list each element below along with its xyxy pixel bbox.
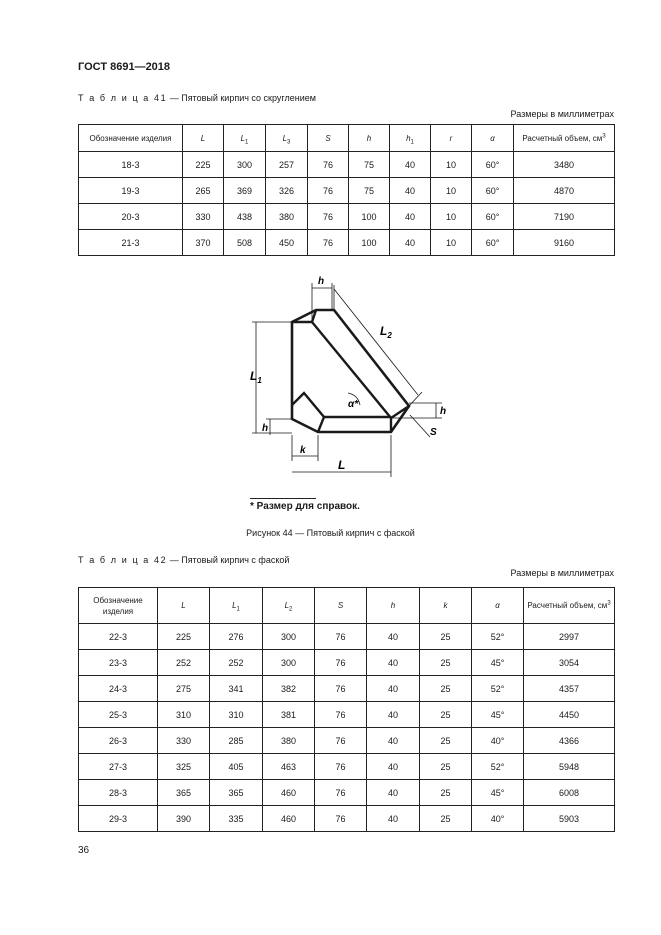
table-cell: 100 (349, 204, 390, 230)
table-cell: 330 (158, 728, 210, 754)
table-cell: 2997 (524, 624, 615, 650)
table-cell: 76 (315, 780, 367, 806)
table-cell: 252 (210, 650, 263, 676)
table-cell: 60° (472, 178, 514, 204)
table-cell: 40 (390, 178, 431, 204)
table-cell: 265 (183, 178, 224, 204)
table-row (79, 676, 615, 702)
table-cell: 4357 (524, 676, 615, 702)
table-cell: 285 (210, 728, 263, 754)
label-h-right: h (440, 406, 447, 417)
table-cell: 10 (431, 178, 472, 204)
table-cell: 27-3 (79, 754, 158, 780)
label-L2: $L_2$ (380, 324, 392, 340)
table-cell: 25 (420, 650, 472, 676)
table-cell: 25 (420, 624, 472, 650)
table-row (79, 754, 615, 780)
col-S: S (308, 125, 349, 152)
col-L1: $L_1$ (210, 588, 263, 624)
table-row (79, 624, 615, 650)
table-cell: 310 (158, 702, 210, 728)
table-cell: 60° (472, 204, 514, 230)
table-cell: 76 (308, 178, 349, 204)
table-cell: 25 (420, 728, 472, 754)
col-h: h (349, 125, 390, 152)
table-cell: 438 (224, 204, 266, 230)
table42 (78, 587, 615, 832)
table41-caption-title: — Пятовый кирпич со скруглением (167, 93, 316, 103)
table-cell: 40 (390, 204, 431, 230)
table-cell: 45° (472, 702, 524, 728)
table-cell: 4870 (514, 178, 615, 204)
footnote-rule (250, 498, 316, 499)
table-cell: 4366 (524, 728, 615, 754)
col-alpha: α (472, 588, 524, 624)
table-cell: 60° (472, 152, 514, 178)
table-cell: 45° (472, 650, 524, 676)
table-cell: 40 (390, 152, 431, 178)
col-k: k (420, 588, 472, 624)
table-row (79, 806, 615, 832)
table-cell: 3480 (514, 152, 615, 178)
table-cell: 330 (183, 204, 224, 230)
table-cell: 365 (158, 780, 210, 806)
label-L: L (338, 458, 346, 472)
table41-caption-prefix: Т а б л и ц а 41 (78, 93, 168, 103)
table42-units: Размеры в миллиметрах (510, 568, 614, 578)
page-number: 36 (78, 845, 90, 856)
col-h1: $h_1$ (390, 125, 431, 152)
table-row (79, 650, 615, 676)
brick-inner-contour (292, 310, 409, 432)
table-row (79, 702, 615, 728)
table-cell: 76 (315, 650, 367, 676)
label-S: S (430, 427, 437, 438)
col-S: S (315, 588, 367, 624)
table41 (78, 124, 615, 256)
table-cell: 275 (158, 676, 210, 702)
table-cell: 22-3 (79, 624, 158, 650)
table-cell: 463 (263, 754, 315, 780)
table-cell: 225 (158, 624, 210, 650)
table-cell: 19-3 (79, 178, 183, 204)
table-cell: 335 (210, 806, 263, 832)
table-cell: 26-3 (79, 728, 158, 754)
table-cell: 76 (315, 676, 367, 702)
table-cell: 40 (367, 728, 420, 754)
table-cell: 3054 (524, 650, 615, 676)
table-cell: 382 (263, 676, 315, 702)
label-L1: $L_1$ (250, 369, 262, 385)
table-cell: 20-3 (79, 204, 183, 230)
table-cell: 76 (308, 204, 349, 230)
table42-caption-title: — Пятовый кирпич с фаской (167, 555, 290, 565)
table-row (79, 204, 615, 230)
table42-header-row (79, 588, 615, 624)
table-cell: 76 (308, 230, 349, 256)
table-cell: 40 (367, 754, 420, 780)
figure44-caption: Рисунок 44 — Пятовый кирпич с фаской (246, 528, 415, 538)
table-cell: 9160 (514, 230, 615, 256)
table-cell: 25-3 (79, 702, 158, 728)
table-cell: 45° (472, 780, 524, 806)
table-cell: 40 (390, 230, 431, 256)
table-cell: 25 (420, 806, 472, 832)
col-r: r (431, 125, 472, 152)
table-cell: 24-3 (79, 676, 158, 702)
table-cell: 300 (224, 152, 266, 178)
table-cell: 40 (367, 702, 420, 728)
table42-caption-prefix: Т а б л и ц а 42 (78, 555, 168, 565)
table-cell: 325 (158, 754, 210, 780)
table-row (79, 152, 615, 178)
col-alpha: α (472, 125, 514, 152)
table-cell: 40 (367, 650, 420, 676)
table42-caption (78, 555, 289, 565)
table-cell: 4450 (524, 702, 615, 728)
table-cell: 76 (315, 806, 367, 832)
table-cell: 52° (472, 624, 524, 650)
table-cell: 25 (420, 780, 472, 806)
table-cell: 29-3 (79, 806, 158, 832)
table-cell: 25 (420, 676, 472, 702)
table-row (79, 230, 615, 256)
col-designation: Обозначение изделия (79, 588, 158, 624)
table-cell: 370 (183, 230, 224, 256)
table-cell: 5948 (524, 754, 615, 780)
table42-body (79, 624, 615, 832)
table-cell: 508 (224, 230, 266, 256)
table-cell: 7190 (514, 204, 615, 230)
table41-header-row (79, 125, 615, 152)
table-cell: 40 (367, 780, 420, 806)
table-row (79, 728, 615, 754)
table-cell: 405 (210, 754, 263, 780)
table-cell: 276 (210, 624, 263, 650)
table-cell: 381 (263, 702, 315, 728)
col-L3: $L_3$ (266, 125, 308, 152)
table-cell: 341 (210, 676, 263, 702)
table-cell: 18-3 (79, 152, 183, 178)
col-designation: Обозначение изделия (79, 125, 183, 152)
table-cell: 10 (431, 152, 472, 178)
col-h: h (367, 588, 420, 624)
label-alpha: α* (348, 399, 359, 410)
table-cell: 40° (472, 806, 524, 832)
table-cell: 310 (210, 702, 263, 728)
table-cell: 25 (420, 754, 472, 780)
table-cell: 300 (263, 624, 315, 650)
table-cell: 460 (263, 780, 315, 806)
table-cell: 21-3 (79, 230, 183, 256)
table-cell: 76 (315, 702, 367, 728)
table-cell: 76 (308, 152, 349, 178)
table41-units: Размеры в миллиметрах (510, 109, 614, 119)
col-volume: Расчетный объем, $см^3$ (524, 588, 615, 624)
table-cell: 60° (472, 230, 514, 256)
col-L2: $L_2$ (263, 588, 315, 624)
table-cell: 10 (431, 230, 472, 256)
table41-caption (78, 93, 316, 103)
table-cell: 5903 (524, 806, 615, 832)
label-k: k (300, 445, 306, 456)
table-cell: 75 (349, 178, 390, 204)
figure44-drawing (230, 275, 460, 485)
table-row (79, 178, 615, 204)
table-cell: 252 (158, 650, 210, 676)
label-h-left: h (262, 423, 269, 434)
table-cell: 23-3 (79, 650, 158, 676)
table-cell: 76 (315, 754, 367, 780)
table-cell: 75 (349, 152, 390, 178)
table-cell: 225 (183, 152, 224, 178)
dim-L2 (334, 285, 422, 406)
table-cell: 76 (315, 624, 367, 650)
table-cell: 390 (158, 806, 210, 832)
table-cell: 40 (367, 806, 420, 832)
table-cell: 40 (367, 676, 420, 702)
label-h-top: h (318, 276, 325, 287)
table-cell: 52° (472, 754, 524, 780)
table-row (79, 780, 615, 806)
table-cell: 25 (420, 702, 472, 728)
col-volume: Расчетный объем, $см^3$ (514, 125, 615, 152)
table-cell: 28-3 (79, 780, 158, 806)
table-cell: 300 (263, 650, 315, 676)
table-cell: 369 (224, 178, 266, 204)
table-cell: 257 (266, 152, 308, 178)
table-cell: 326 (266, 178, 308, 204)
table-cell: 380 (266, 204, 308, 230)
brick-outer-contour (292, 310, 409, 432)
table-cell: 52° (472, 676, 524, 702)
table-cell: 100 (349, 230, 390, 256)
table-cell: 365 (210, 780, 263, 806)
col-L: L (158, 588, 210, 624)
col-L: L (183, 125, 224, 152)
table-cell: 460 (263, 806, 315, 832)
col-L1: $L_1$ (224, 125, 266, 152)
table-cell: 6008 (524, 780, 615, 806)
dim-h-right (392, 403, 442, 418)
table-cell: 40 (367, 624, 420, 650)
table-cell: 450 (266, 230, 308, 256)
page-header: ГОСТ 8691—2018 (78, 61, 171, 73)
figure44-footnote: * Размер для справок. (250, 501, 360, 512)
table41-body (79, 152, 615, 256)
table-cell: 76 (315, 728, 367, 754)
table-cell: 380 (263, 728, 315, 754)
table-cell: 10 (431, 204, 472, 230)
table-cell: 40° (472, 728, 524, 754)
